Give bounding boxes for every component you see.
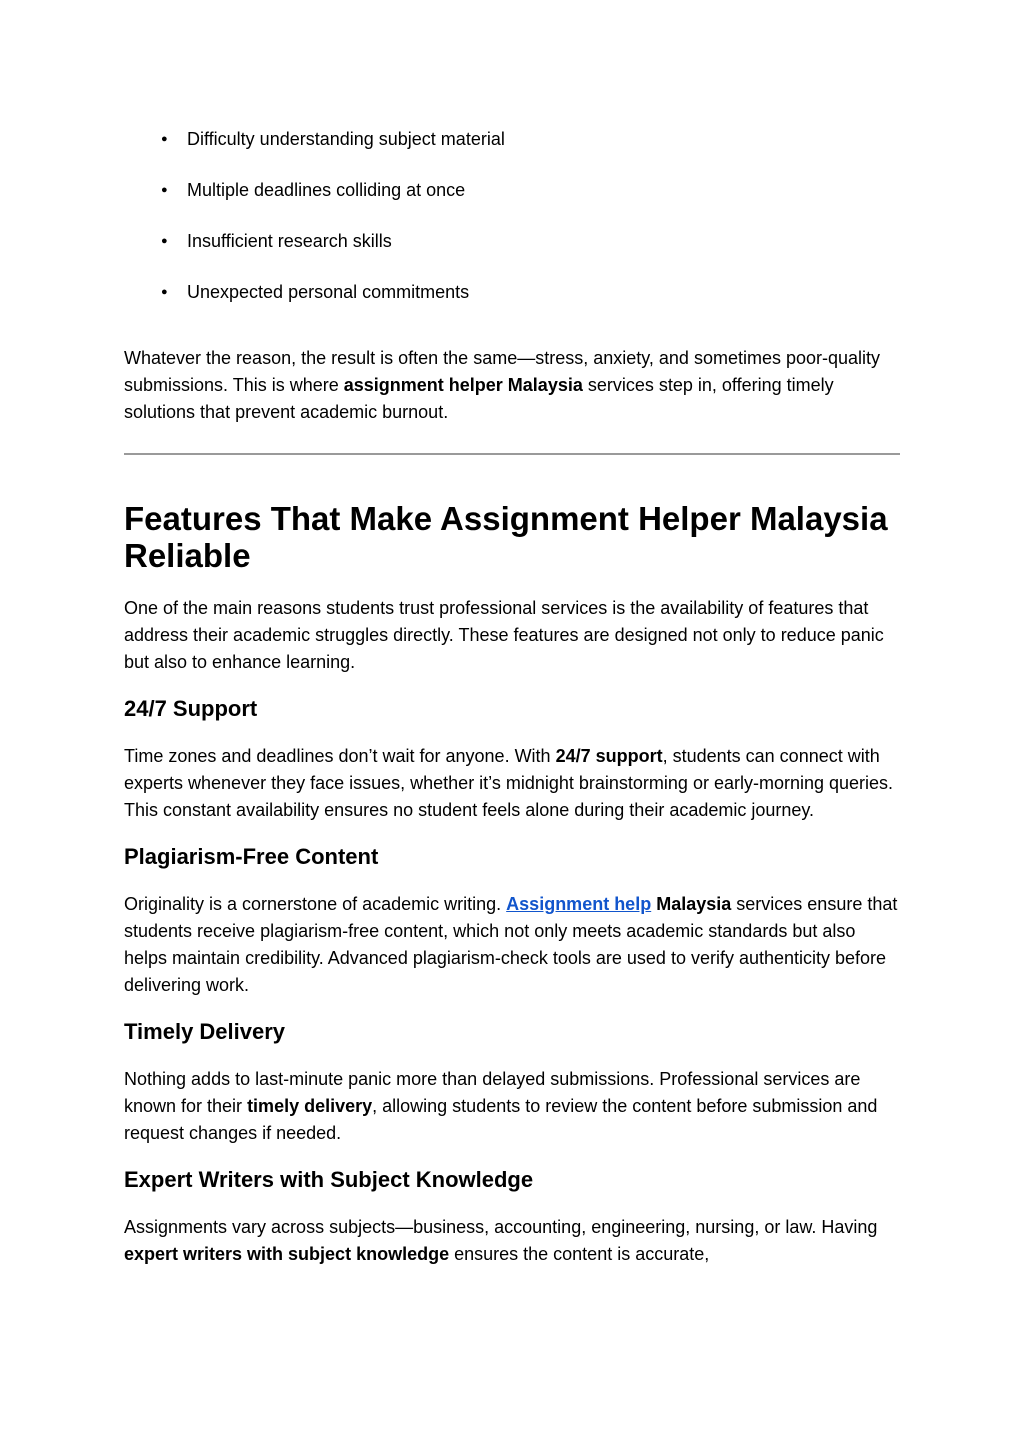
heading-plagiarism-free-content: Plagiarism-Free Content — [124, 844, 379, 869]
text-segment: Time zones and deadlines don’t wait for anyone. With — [124, 746, 556, 766]
text-segment: Assignments vary across subjects—business, accounting, engineering, nursing, or law. Having — [124, 1217, 878, 1237]
list-item-label: Unexpected personal commitments — [187, 282, 470, 302]
horizontal-divider — [124, 453, 900, 455]
assignment-help-link[interactable]: Assignment help — [506, 894, 652, 914]
bullet-icon: ● — [161, 184, 168, 196]
section-title: Features That Make Assignment Helper Malaysia Reliable — [124, 500, 888, 574]
bullet-icon: ● — [161, 286, 168, 298]
text-segment: 24/7 support — [555, 746, 663, 766]
text-segment: services step in, offering timely solutions that prevent academic burnout. — [124, 375, 834, 422]
text-segment: One of the main reasons students trust professional services is the availability of features that address their academic struggles directly. These features are designed not only to reduce panic but also to enhance learning. — [124, 598, 884, 672]
heading-expert-writers: Expert Writers with Subject Knowledge — [124, 1167, 534, 1192]
text-segment: expert writers with subject knowledge — [124, 1244, 450, 1264]
heading-timely-delivery: Timely Delivery — [124, 1019, 286, 1044]
list-item — [160, 228, 900, 255]
text-segment: assignment helper Malaysia — [343, 375, 583, 395]
text-segment: timely delivery — [247, 1096, 373, 1116]
text-segment: Malaysia — [656, 894, 732, 914]
text-segment: Originality is a cornerstone of academic writing. — [124, 894, 507, 914]
text-segment: ensures the content is accurate, — [449, 1244, 710, 1264]
features-intro-paragraph — [124, 595, 900, 676]
text-segment: Nothing adds to last-minute panic more than delayed submissions. Professional services are known for their — [124, 1069, 861, 1116]
paragraph-plagiarism-free-content — [124, 891, 900, 999]
paragraph-expert-writers — [124, 1214, 900, 1268]
bullet-icon: ● — [161, 235, 168, 247]
list-item-label: Multiple deadlines colliding at once — [187, 180, 466, 200]
text-segment: , students can connect with experts whenever they face issues, whether it’s midnight brainstorming or early-morning queries. This constant availability ensures no student feels alone during their academic journey. — [124, 746, 894, 820]
list-item-label: Difficulty understanding subject material — [187, 129, 505, 149]
intro-paragraph — [124, 345, 900, 426]
list-item-label: Insufficient research skills — [187, 231, 392, 251]
paragraph-24-7-support — [124, 743, 900, 824]
heading-24-7-support: 24/7 Support — [124, 696, 258, 721]
paragraph-timely-delivery — [124, 1066, 900, 1147]
text-segment: services ensure that students receive plagiarism-free content, which not only meets academic standards but also helps maintain credibility. Advanced plagiarism-check tools are used to verify authenticity before delivering work. — [124, 894, 898, 995]
text-segment: Whatever the reason, the result is often the same—stress, anxiety, and sometimes poor-quality submissions. This is where — [124, 348, 881, 395]
text-segment: , allowing students to review the content before submission and request changes if needed. — [124, 1096, 878, 1143]
list-item — [160, 279, 900, 306]
bullet-list — [160, 126, 900, 306]
list-item — [160, 177, 900, 204]
bullet-icon: ● — [161, 133, 168, 145]
list-item — [160, 126, 900, 153]
